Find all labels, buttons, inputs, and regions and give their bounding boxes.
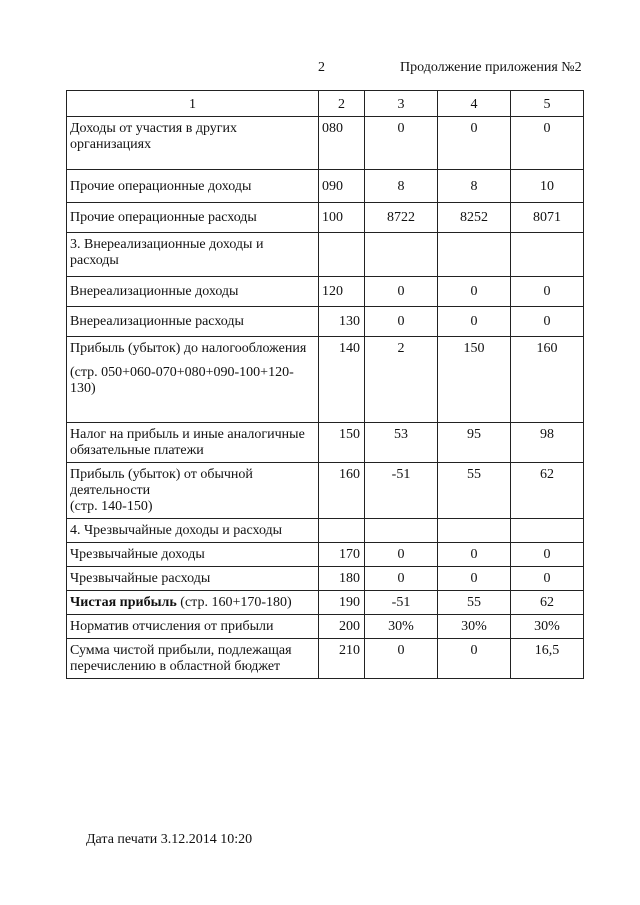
row-label: Внереализационные расходы [67, 307, 319, 337]
row-label: Прибыль (убыток) до налогообложения [70, 341, 307, 356]
cell-col3: 0 [365, 639, 438, 679]
row-code: 190 [319, 591, 365, 615]
cell-col5: 62 [511, 591, 584, 615]
cell-col5: 0 [511, 277, 584, 307]
row-label: Прочие операционные доходы [67, 170, 319, 203]
cell-col4: 8 [438, 170, 511, 203]
row-label-cell [67, 463, 319, 519]
table-row [67, 463, 584, 519]
row-code: 080 [319, 117, 365, 170]
column-header-3: 3 [365, 91, 438, 117]
table-row [67, 423, 584, 463]
row-label-bold: Чистая прибыль [70, 595, 177, 610]
row-code: 140 [319, 337, 365, 423]
cell-col4: 0 [438, 543, 511, 567]
row-code: 160 [319, 463, 365, 519]
section-header-row [67, 233, 584, 277]
table-row [67, 307, 584, 337]
cell-col4: 95 [438, 423, 511, 463]
cell-col4 [438, 519, 511, 543]
row-code: 120 [319, 277, 365, 307]
row-label: Сумма чистой прибыли, подлежащая перечислению в областной бюджет [67, 639, 319, 679]
cell-col5: 0 [511, 567, 584, 591]
cell-col3 [365, 519, 438, 543]
cell-col5: 62 [511, 463, 584, 519]
cell-col5 [511, 233, 584, 277]
table-row [67, 639, 584, 679]
cell-col3: 0 [365, 117, 438, 170]
row-code: 170 [319, 543, 365, 567]
cell-col3: 8722 [365, 203, 438, 233]
table-header-row [67, 91, 584, 117]
financial-results-table [66, 90, 584, 679]
cell-col5: 0 [511, 117, 584, 170]
row-formula: (стр. 140-150) [70, 499, 153, 514]
cell-col5: 0 [511, 543, 584, 567]
cell-col4: 8252 [438, 203, 511, 233]
table-row [67, 615, 584, 639]
table-row [67, 277, 584, 307]
appendix-continuation-title: Продолжение приложения №2 [400, 60, 582, 75]
print-date: Дата печати 3.12.2014 10:20 [86, 832, 253, 847]
cell-col4 [438, 233, 511, 277]
cell-col5: 160 [511, 337, 584, 423]
cell-col3: -51 [365, 463, 438, 519]
cell-col3: 53 [365, 423, 438, 463]
cell-col3: 0 [365, 543, 438, 567]
cell-col4: 55 [438, 591, 511, 615]
page-number: 2 [318, 60, 325, 75]
cell-col3: 0 [365, 307, 438, 337]
column-header-1: 1 [67, 91, 319, 117]
table-row [67, 543, 584, 567]
cell-col4: 150 [438, 337, 511, 423]
column-header-5: 5 [511, 91, 584, 117]
row-code: 100 [319, 203, 365, 233]
row-formula: (стр. 050+060-070+080+090-100+120-130) [70, 365, 294, 396]
row-label-cell [67, 337, 319, 423]
cell-col4: 0 [438, 277, 511, 307]
cell-col4: 55 [438, 463, 511, 519]
cell-col3 [365, 233, 438, 277]
row-label: Чрезвычайные расходы [67, 567, 319, 591]
cell-col3: 0 [365, 567, 438, 591]
table-row [67, 117, 584, 170]
section-header-row [67, 519, 584, 543]
cell-col5: 16,5 [511, 639, 584, 679]
cell-col3: 2 [365, 337, 438, 423]
row-code [319, 233, 365, 277]
cell-col4: 0 [438, 307, 511, 337]
cell-col4: 0 [438, 567, 511, 591]
cell-col4: 30% [438, 615, 511, 639]
row-code: 150 [319, 423, 365, 463]
row-code [319, 519, 365, 543]
table-row [67, 337, 584, 423]
cell-col5: 30% [511, 615, 584, 639]
cell-col4: 0 [438, 639, 511, 679]
row-code: 090 [319, 170, 365, 203]
cell-col5 [511, 519, 584, 543]
row-label: Доходы от участия в других организациях [67, 117, 319, 170]
cell-col4: 0 [438, 117, 511, 170]
cell-col3: 30% [365, 615, 438, 639]
column-header-2: 2 [319, 91, 365, 117]
cell-col5: 98 [511, 423, 584, 463]
row-label: Налог на прибыль и иные аналогичные обязательные платежи [67, 423, 319, 463]
cell-col5: 8071 [511, 203, 584, 233]
table-row [67, 567, 584, 591]
section-label: 4. Чрезвычайные доходы и расходы [67, 519, 319, 543]
row-label: Внереализационные доходы [67, 277, 319, 307]
row-code: 200 [319, 615, 365, 639]
financial-table-container [66, 90, 584, 679]
section-label: 3. Внереализационные доходы и расходы [67, 233, 319, 277]
cell-col5: 10 [511, 170, 584, 203]
row-label: Норматив отчисления от прибыли [67, 615, 319, 639]
row-code: 130 [319, 307, 365, 337]
cell-col3: -51 [365, 591, 438, 615]
row-label: Чрезвычайные доходы [67, 543, 319, 567]
table-row [67, 591, 584, 615]
row-formula: (стр. 160+170-180) [176, 595, 292, 610]
cell-col5: 0 [511, 307, 584, 337]
row-label: Прочие операционные расходы [67, 203, 319, 233]
row-code: 210 [319, 639, 365, 679]
table-row [67, 170, 584, 203]
column-header-4: 4 [438, 91, 511, 117]
row-label: Прибыль (убыток) от обычной деятельности [70, 467, 253, 498]
table-row [67, 203, 584, 233]
row-code: 180 [319, 567, 365, 591]
cell-col3: 8 [365, 170, 438, 203]
row-label-cell [67, 591, 319, 615]
cell-col3: 0 [365, 277, 438, 307]
